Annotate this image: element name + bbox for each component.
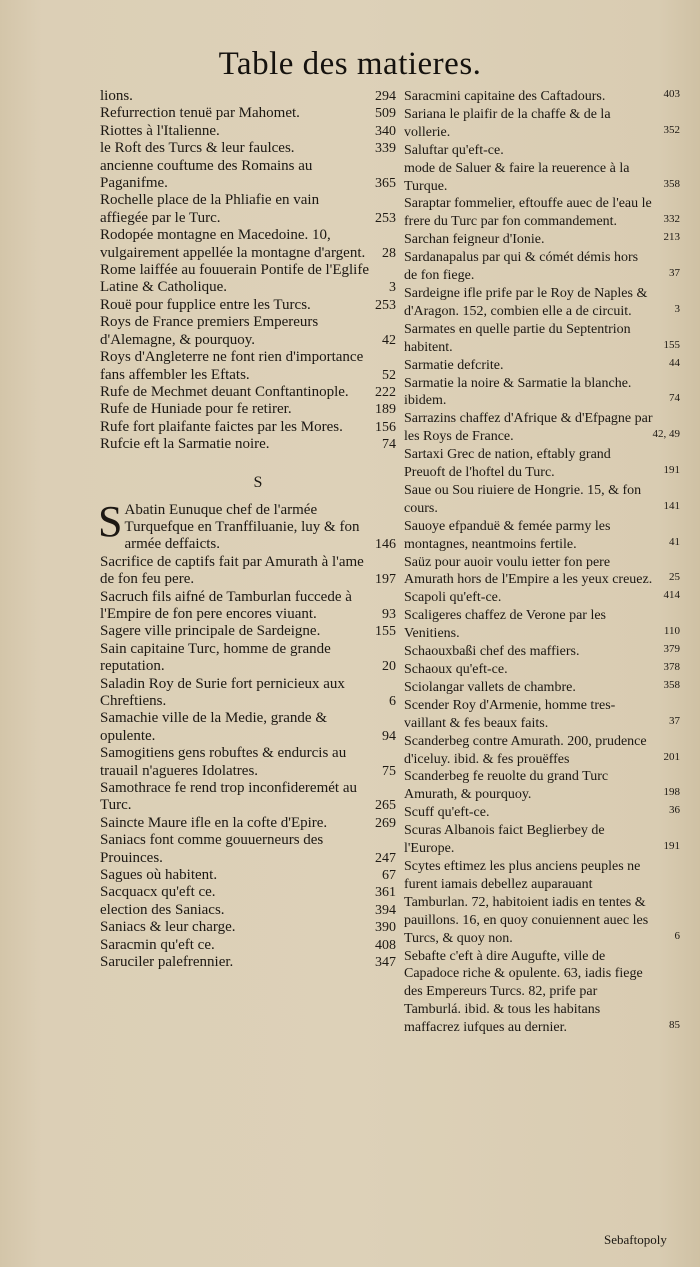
index-entry-page: 253 — [375, 210, 396, 226]
index-entry — [100, 954, 396, 971]
index-entry — [404, 697, 680, 733]
section-letter-s: S — [253, 473, 263, 491]
index-entry-text: Sarmatie defcrite. — [404, 357, 504, 373]
index-entry-text: Rufcie eft la Sarmatie noire. — [100, 436, 270, 453]
index-entry-page: 189 — [375, 402, 396, 418]
index-entry — [404, 768, 680, 804]
index-column-right — [404, 88, 680, 1037]
index-entry-page: 390 — [375, 920, 396, 936]
index-entry-text: Sardanapalus par qui & cómét démis hors de fon fiege. — [404, 250, 639, 284]
index-entry-page: 358 — [663, 678, 680, 691]
index-entry — [100, 937, 396, 954]
index-entry-page: 110 — [663, 625, 680, 638]
index-entry-page: 365 — [375, 176, 396, 192]
drop-cap-letter: S — [98, 496, 123, 546]
index-entry-page: 85 — [669, 1019, 680, 1032]
index-entry-text: election des Saniacs. — [100, 901, 225, 918]
index-entry-text: Scaligeres chaffez de Verone par les Venitiens. — [404, 608, 606, 642]
index-entry-text: Rodopée montagne en Macedoine. 10, vulgairement appellée la montagne d'argent. — [100, 227, 366, 261]
index-entry-text: Sagues où habitent. — [100, 867, 218, 884]
index-entry-page: 44 — [669, 356, 680, 369]
index-entry — [404, 948, 680, 1038]
index-entry — [100, 780, 396, 815]
index-entry-page: 269 — [375, 815, 396, 831]
index-entry-page: 3 — [674, 302, 680, 315]
index-entry — [404, 589, 680, 607]
index-entry-text: Saniacs font comme gouuerneurs des Prouinces. — [100, 832, 324, 866]
index-entry-text: Sauoye efpanduë & femée parmy les montagnes, neantmoins fertile. — [404, 518, 611, 552]
index-entry-text: Sebafte c'eft à dire Augufte, ville de Capadoce riche & opulente. 63, iadis fiege des Empereurs Turcs. 82, prife par Tamburlá. ibid. & tous les habitans maffacrez iufques au dernier. — [404, 948, 643, 1036]
index-entry-page: 155 — [663, 338, 680, 351]
index-entry — [404, 804, 680, 822]
index-entry — [100, 884, 396, 901]
index-entry — [100, 123, 396, 140]
index-entry-text: Abatin Eunuque chef de l'armée Turquefque en Tranffiluanie, luy & fon armée deffaicts. — [124, 501, 360, 553]
index-entry — [100, 158, 396, 193]
index-entry-text: Sacrifice de captifs fait par Amurath à l'ame de fon feu pere. — [100, 553, 364, 588]
index-entry-page: 379 — [663, 643, 680, 656]
index-entry-text: Samachie ville de la Medie, grande & opulente. — [100, 710, 327, 744]
index-entry-page: 339 — [375, 141, 396, 157]
index-entry-text: Roys d'Angleterre ne font rien d'importance fans affembler les Eftats. — [100, 349, 364, 383]
index-entry-text: ancienne couftume des Romains au Paganifme. — [100, 157, 313, 192]
index-entry — [404, 231, 680, 249]
index-entry-text: Roys de France premiers Empereurs d'Alemagne, & pourquoy. — [100, 314, 319, 348]
index-entry — [100, 436, 396, 453]
index-entry-text: Riottes à l'Italienne. — [100, 122, 220, 139]
index-entry-page: 253 — [375, 297, 396, 313]
index-entry-page: 197 — [375, 572, 396, 588]
index-entry-text: Sardeigne ifle prife par le Roy de Naples & d'Aragon. 152, combien elle a de circuit. — [404, 285, 648, 319]
index-entry-text: Scanderbeg contre Amurath. 200, prudence d'iceluy. ibid. & fes prouëffes — [404, 733, 647, 767]
index-entry-text: Sarmatie la noire & Sarmatie la blanche. ibidem. — [404, 375, 632, 409]
index-entry-page: 247 — [375, 850, 396, 866]
index-entry — [100, 710, 396, 745]
index-entry-text: Saladin Roy de Surie fort pernicieux aux Chreftiens. — [100, 675, 345, 709]
index-entry-page: 394 — [375, 902, 396, 918]
index-entry — [404, 249, 680, 285]
index-entry-page: 41 — [669, 535, 680, 548]
index-entry — [100, 676, 396, 711]
index-entry — [404, 375, 680, 411]
index-entry-text: Sariana le plaifir de la chaffe & de la vollerie. — [404, 106, 611, 140]
index-list-s-continued — [404, 88, 680, 1037]
index-entry-text: Sacquacx qu'eft ce. — [100, 884, 216, 901]
index-entry-page: 146 — [375, 537, 396, 553]
index-entry-page: 509 — [375, 106, 396, 122]
index-entry — [100, 349, 396, 384]
index-entry — [404, 661, 680, 679]
index-entry-text: Scuras Albanois faict Beglierbey de l'Europe. — [404, 823, 605, 857]
index-entry-text: Sain capitaine Turc, homme de grande reputation. — [100, 640, 331, 675]
index-entry-text: Scuff qu'eft-ce. — [404, 805, 490, 821]
index-entry-page: 74 — [382, 437, 396, 453]
index-entry — [404, 482, 680, 518]
index-entry — [404, 357, 680, 375]
page-title: Table des matieres. — [218, 46, 482, 82]
index-entry-page: 213 — [663, 231, 680, 244]
index-entry-page: 37 — [669, 267, 680, 280]
index-entry-page: 25 — [669, 571, 680, 584]
index-entry-page: 265 — [375, 798, 396, 814]
index-entry-page: 67 — [382, 868, 396, 884]
index-entry-page: 37 — [669, 714, 680, 727]
index-entry-text: lions. — [100, 88, 133, 104]
index-entry — [100, 384, 396, 401]
index-entry-page: 294 — [375, 89, 396, 104]
index-entry-page: 6 — [674, 929, 680, 942]
index-entry-page: 6 — [389, 694, 396, 709]
index-entry-page: 94 — [382, 728, 396, 744]
index-entry-page: 74 — [669, 392, 680, 405]
index-entry-page: 352 — [663, 123, 680, 136]
index-entry — [100, 88, 396, 105]
index-entry-page: 222 — [375, 384, 396, 400]
index-entry-text: Rufe de Mechmet deuant Conftantinople. — [100, 383, 349, 400]
index-entry-page: 155 — [375, 624, 396, 640]
index-list-s — [100, 554, 396, 972]
index-entry — [404, 733, 680, 769]
index-entry — [100, 902, 396, 919]
index-entry — [404, 285, 680, 321]
index-entry-first — [98, 496, 396, 554]
index-entry — [404, 446, 680, 482]
index-entry-text: Saincte Maure ifle en la cofte d'Epire. — [100, 814, 328, 831]
index-entry-text: Rochelle place de la Phliafie en vain affiegée par le Turc. — [100, 192, 320, 226]
index-entry — [404, 607, 680, 643]
index-entry — [100, 192, 396, 227]
index-entry — [100, 919, 396, 936]
index-entry — [100, 867, 396, 884]
index-entry — [404, 106, 680, 142]
index-entry-text: Rufe de Huniade pour fe retirer. — [100, 401, 292, 418]
index-entry-page: 408 — [375, 937, 396, 953]
index-entry-text: Saniacs & leur charge. — [100, 919, 236, 936]
index-entry-text: Sciolangar vallets de chambre. — [404, 679, 576, 695]
index-entry-page: 36 — [669, 804, 680, 817]
index-entry — [100, 297, 396, 314]
index-entry-text: Samogitiens gens robuftes & endurcis au trauail n'agueres Idolatres. — [100, 745, 347, 779]
index-entry — [404, 142, 680, 160]
index-entry-text: Refurrection tenuë par Mahomet. — [100, 105, 300, 122]
index-entry — [100, 227, 396, 262]
index-entry-text: Saracmin qu'eft ce. — [100, 936, 215, 953]
index-entry — [100, 589, 396, 624]
index-entry-page: 378 — [663, 661, 680, 673]
index-entry-page: 141 — [663, 499, 680, 512]
index-entry — [404, 195, 680, 231]
index-entry-text: Saue ou Sou riuiere de Hongrie. 15, & fon cours. — [404, 482, 642, 516]
index-entry-text: Rufe fort plaifante faictes par les Mores. — [100, 418, 343, 435]
index-entry-text: le Roft des Turcs & leur faulces. — [100, 140, 295, 157]
index-entry-page: 201 — [663, 750, 680, 763]
index-entry-page: 361 — [375, 885, 396, 901]
index-entry-text: Schaoux qu'eft-ce. — [404, 662, 508, 677]
index-entry — [404, 518, 680, 554]
index-entry-page: 403 — [663, 88, 680, 100]
index-entry-text: Sarchan feigneur d'Ionie. — [404, 232, 545, 248]
index-entry — [404, 321, 680, 357]
index-entry — [404, 88, 680, 106]
index-entry-text: Sagere ville principale de Sardeigne. — [100, 623, 321, 640]
index-entry-page: 198 — [663, 786, 680, 799]
index-entry — [404, 679, 680, 697]
index-list-r — [100, 88, 396, 454]
index-entry — [100, 401, 396, 418]
index-entry-text: Samothrace fe rend trop inconfideremét au Turc. — [100, 780, 357, 814]
index-entry — [100, 314, 396, 349]
index-entry-text: Saracmini capitaine des Caftadours. — [404, 89, 606, 104]
index-entry-page: 347 — [375, 955, 396, 971]
index-entry-text: Saüz pour auoir voulu ietter fon pere Amurath hors de l'Empire a les yeux creuez. — [404, 554, 653, 588]
index-entry-page: 28 — [382, 245, 396, 261]
index-entry-page: 52 — [382, 367, 396, 383]
index-entry-text: Scanderbeg fe reuolte du grand Turc Amurath, & pourquoy. — [404, 769, 609, 803]
index-entry-page: 340 — [375, 123, 396, 139]
index-entry — [100, 262, 396, 297]
index-entry-text: Sartaxi Grec de nation, eftably grand Preuoft de l'hoftel du Turc. — [404, 447, 611, 481]
index-entry-page: 93 — [382, 606, 396, 622]
index-entry — [404, 160, 680, 196]
index-entry-text: Scender Roy d'Armenie, homme tres-vaillant & fes beaux faits. — [404, 697, 616, 731]
index-entry — [100, 105, 396, 122]
index-entry — [404, 410, 680, 446]
index-entry — [100, 641, 396, 676]
index-entry-page: 358 — [663, 177, 680, 190]
index-entry-page: 75 — [382, 763, 396, 779]
index-entry — [100, 419, 396, 436]
index-entry — [100, 554, 396, 589]
index-entry-page: 20 — [382, 659, 396, 675]
index-entry-text: Scapoli qu'eft-ce. — [404, 590, 502, 606]
index-entry-page: 414 — [663, 589, 680, 602]
index-entry-text: Saluftar qu'eft-ce. — [404, 142, 504, 158]
index-entry — [404, 643, 680, 661]
index-entry — [100, 745, 396, 780]
index-entry — [404, 858, 680, 948]
index-entry — [100, 832, 396, 867]
index-entry — [404, 554, 680, 590]
index-entry — [100, 140, 396, 157]
index-entry-text: Saraptar fommelier, eftouffe auec de l'eau le frere du Turc par fon commandement. — [404, 196, 652, 230]
index-entry — [404, 822, 680, 858]
index-entry-page: 42 — [382, 332, 396, 348]
index-entry-text: mode de Saluer & faire la reuerence à la Turque. — [404, 160, 630, 194]
index-entry-page: 332 — [663, 213, 680, 226]
index-entry-text: Rouë pour fupplice entre les Turcs. — [100, 296, 311, 313]
index-entry-page: 42, 49 — [652, 428, 680, 441]
index-entry-text: Sacruch fils aifné de Tamburlan fuccede à l'Empire de fon pere encores viuant. — [100, 588, 352, 622]
index-entry-text: Rome laiffée au fouuerain Pontife de l'Eglife Latine & Catholique. — [100, 262, 369, 296]
index-column-left — [100, 88, 396, 972]
index-entry-text: Scytes eftimez les plus anciens peuples ne furent iamais debellez auparauant Tamburlan. 72, habitoient iadis en tentes & pauillons. 16, en quoy conuiennent auec les Turcs, & quoy non. — [404, 858, 649, 946]
index-entry — [100, 815, 396, 832]
index-entry-page: 156 — [375, 419, 396, 435]
index-entry-text: Saruciler palefrennier. — [100, 954, 234, 971]
index-entry-text: Sarmates en quelle partie du Septentrion habitent. — [404, 321, 631, 355]
catchword: Sebaftopoly — [604, 1232, 667, 1247]
index-entry-page: 191 — [663, 464, 680, 477]
index-entry-page: 3 — [389, 280, 396, 296]
index-entry — [100, 623, 396, 640]
index-entry-text: Schaouxbaßi chef des maffiers. — [404, 644, 580, 660]
index-entry-text: Sarrazins chaffez d'Afrique & d'Efpagne par les Roys de France. — [404, 411, 653, 445]
index-entry-page: 191 — [663, 840, 680, 853]
